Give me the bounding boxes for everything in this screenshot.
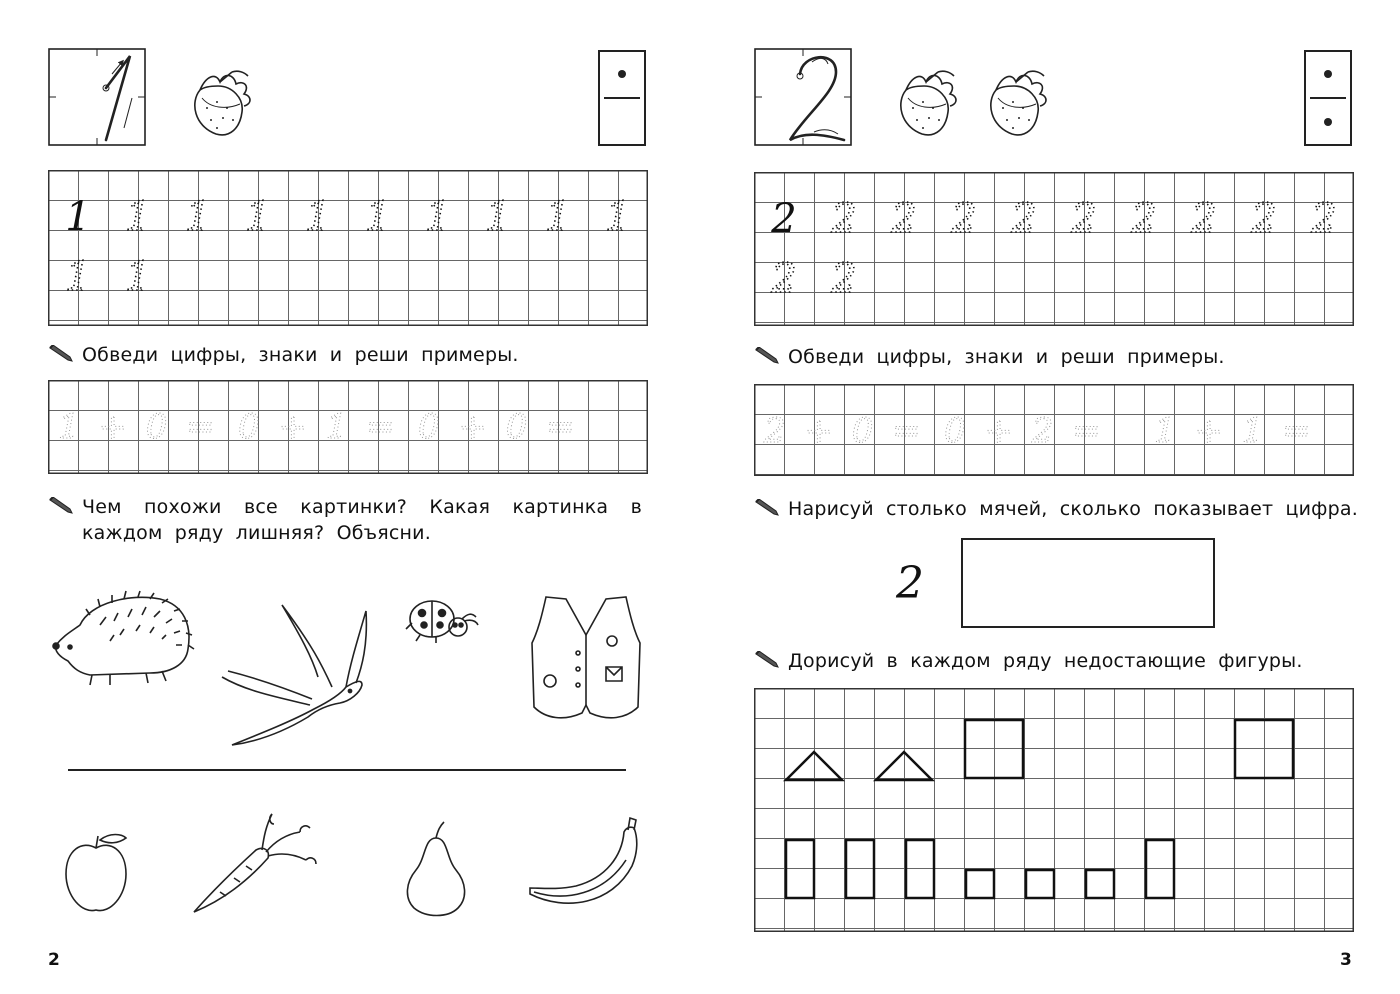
page-number: 2 — [48, 950, 60, 970]
row-separator — [68, 769, 626, 771]
instruction-complete-figures — [754, 648, 1354, 674]
instruction-draw-balls — [754, 496, 1364, 522]
small-square-shape — [966, 870, 994, 898]
banana-icon — [530, 818, 637, 903]
examples-grid[interactable] — [48, 380, 648, 474]
pencil-icon — [754, 499, 780, 517]
sample-digit: 2 — [771, 196, 797, 242]
dotted-digit: 1 — [605, 194, 631, 240]
dotted-digit: 2 — [1011, 196, 1037, 242]
examples-grid[interactable] — [754, 384, 1354, 476]
dotted-digit: 2 — [891, 196, 917, 242]
dotted-digit: 1 — [545, 194, 571, 240]
pencil-icon — [754, 347, 780, 365]
dotted-digit: 1 — [245, 194, 271, 240]
ladybug-icon — [406, 601, 478, 643]
dotted-digit: 2 — [1251, 196, 1277, 242]
instruction-text: Обведи цифры, знаки и реши примеры. — [788, 346, 1225, 368]
dotted-example: 0 + 1 = — [238, 407, 399, 447]
domino-card — [1304, 50, 1352, 146]
strawberry-icon — [991, 71, 1046, 135]
dotted-digit: 2 — [831, 256, 857, 302]
apple-icon — [66, 835, 126, 911]
dotted-digit: 2 — [771, 256, 797, 302]
pictures-row-food — [50, 810, 670, 920]
instruction-text: Дорисуй в каждом ряду недостающие фигуры. — [788, 650, 1303, 672]
dotted-digit: 1 — [305, 194, 331, 240]
sample-digit: 1 — [65, 194, 91, 240]
digit-writing-box — [754, 48, 852, 146]
strawberry-icon — [901, 71, 956, 135]
draw-answer-box[interactable] — [961, 538, 1215, 628]
vest-icon — [532, 597, 640, 718]
instruction-trace-examples — [48, 342, 648, 368]
dotted-example: 0 + 0 = — [418, 407, 579, 447]
dotted-digit: 2 — [1071, 196, 1097, 242]
right-page — [700, 0, 1400, 994]
swallow-icon — [222, 605, 366, 745]
dotted-digit: 2 — [831, 196, 857, 242]
pictures-row-animals — [50, 585, 650, 755]
domino-card — [598, 50, 646, 146]
dotted-digit: 2 — [1131, 196, 1157, 242]
page-number: 3 — [1340, 950, 1352, 970]
dotted-digit: 1 — [425, 194, 451, 240]
strawberries — [892, 68, 1072, 140]
digit-tracing-grid[interactable] — [48, 170, 648, 326]
dotted-example: 1 + 0 = — [58, 407, 219, 447]
dotted-digit: 2 — [1191, 196, 1217, 242]
dotted-digit: 1 — [125, 254, 151, 300]
instruction-text: Чем похожи все картинки? Какая картинка в каждом ряду лишняя? Объясни. — [82, 496, 642, 544]
dotted-digit: 1 — [365, 194, 391, 240]
small-square-shape — [1086, 870, 1114, 898]
small-square-shape — [1026, 870, 1054, 898]
pencil-icon — [754, 651, 780, 669]
dotted-digit: 2 — [951, 196, 977, 242]
dotted-digit: 1 — [65, 254, 91, 300]
pear-icon — [407, 822, 464, 916]
hedgehog-icon — [53, 591, 194, 685]
dotted-digit: 1 — [185, 194, 211, 240]
digit-tracing-grid[interactable] — [754, 172, 1354, 326]
ball-count-digit: 2 — [896, 558, 924, 609]
pencil-icon — [48, 345, 74, 363]
strawberry-icon — [186, 68, 262, 140]
dotted-example: 1 + 1 = — [1154, 411, 1315, 451]
dotted-example: 0 + 2 = — [944, 411, 1105, 451]
dotted-digit: 1 — [125, 194, 151, 240]
instruction-odd-picture — [48, 494, 648, 546]
dotted-digit: 2 — [1311, 196, 1337, 242]
pencil-icon — [48, 497, 74, 515]
dotted-example: 2 + 0 = — [764, 411, 925, 451]
instruction-text: Нарисуй столько мячей, сколько показывает цифра. — [788, 498, 1358, 520]
instruction-trace-examples — [754, 344, 1354, 370]
digit-writing-box — [48, 48, 146, 146]
dotted-digit: 1 — [485, 194, 511, 240]
instruction-text: Обведи цифры, знаки и реши примеры. — [82, 344, 519, 366]
figures-grid[interactable] — [754, 688, 1354, 932]
carrot-icon — [194, 814, 316, 912]
